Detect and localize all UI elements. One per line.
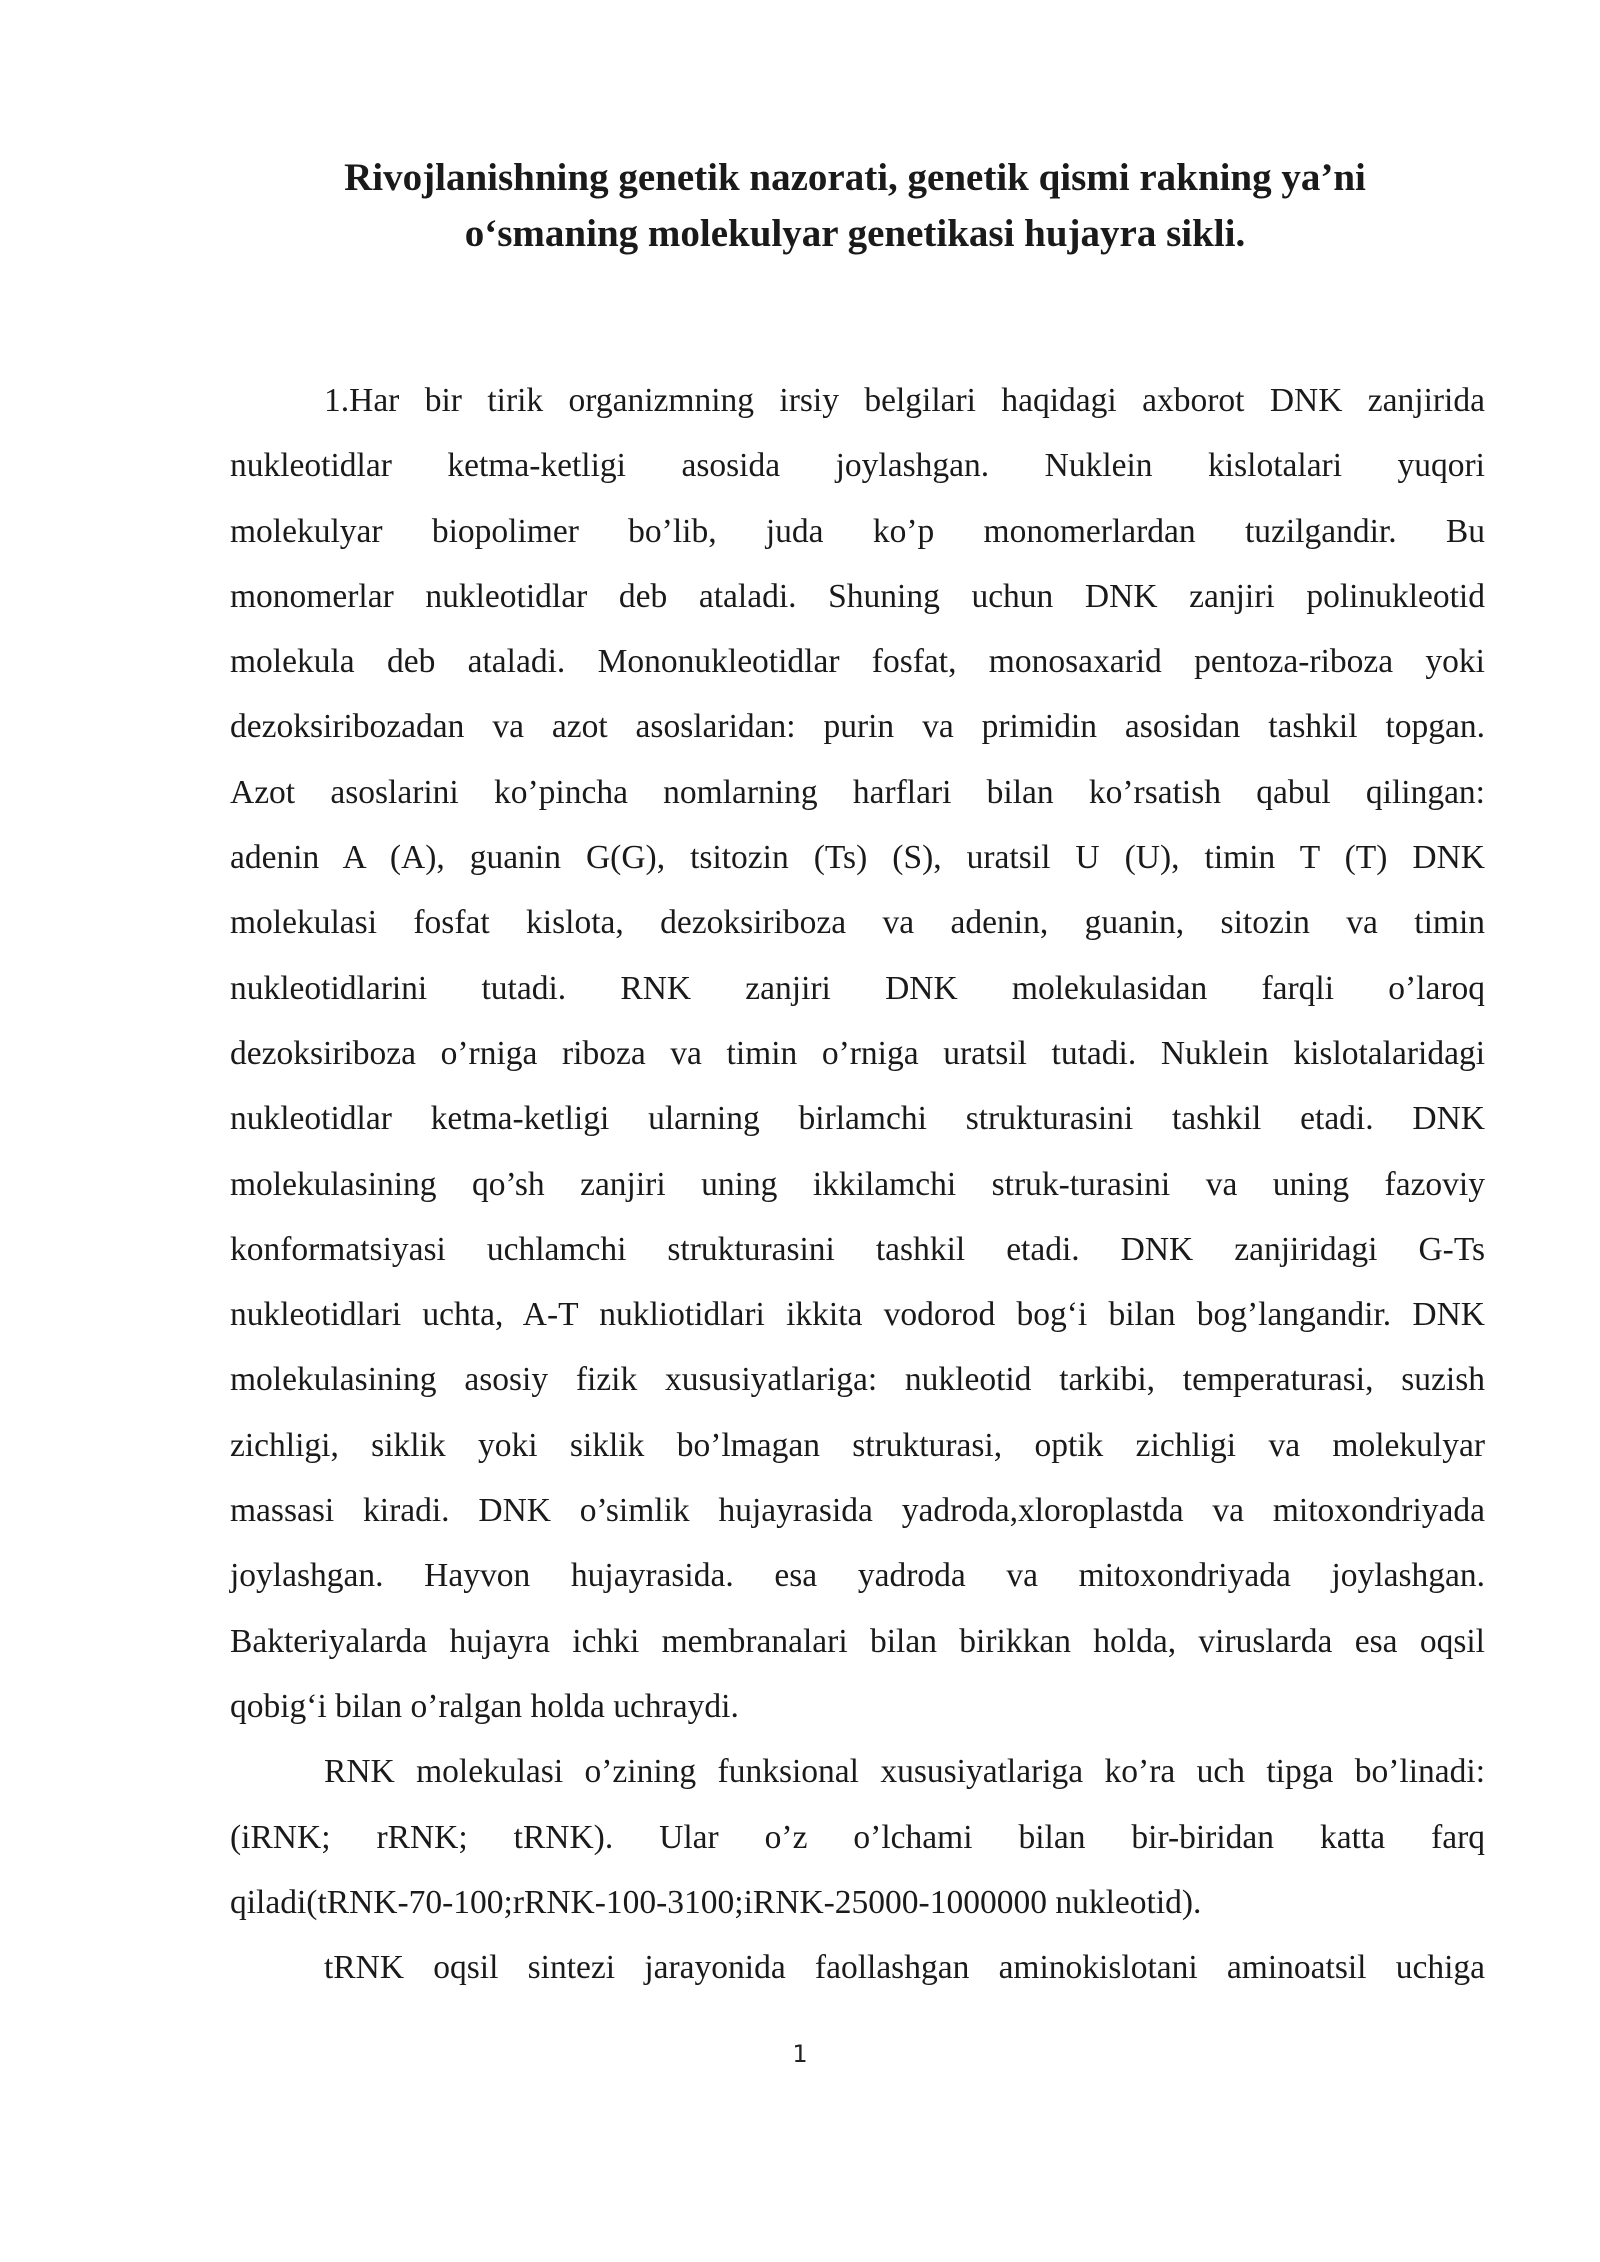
text-line: qiladi(tRNK-70-100;rRNK-100-3100;iRNK-25000-1000000 nukleotid).	[230, 1883, 1202, 1921]
text-line: qobig‘i bilan o’ralgan holda uchraydi.	[230, 1687, 739, 1725]
text-line: tRNK oqsil sintezi jarayonida faollashgan aminokislotani aminoatsil uchiga	[324, 1949, 1485, 1987]
text-line: dezoksiriboza o’rniga riboza va timin o’rniga uratsil tutadi. Nuklein kislotalaridagi	[230, 1034, 1485, 1072]
text-line: nukleotidlarini tutadi. RNK zanjiri DNK molekulasidan farqli o’laroq	[230, 969, 1485, 1007]
title-line-2: o‘smaning molekulyar genetikasi hujayra sikli.	[464, 212, 1246, 255]
title-line-1: Rivojlanishning genetik nazorati, genetik qismi rakning ya’ni	[344, 156, 1366, 199]
paragraph-1	[230, 368, 1485, 1739]
text-line: 1.Har bir tirik organizmning irsiy belgilari haqidagi axborot DNK zanjirida	[324, 382, 1485, 419]
text-line: RNK molekulasi o’zining funksional xususiyatlariga ko’ra uch tipga bo’linadi:	[324, 1753, 1485, 1791]
text-line: molekulyar biopolimer bo’lib, juda ko’p monomerlardan tuzilgandir. Bu	[230, 512, 1485, 550]
text-line: nukleotidlar ketma-ketligi ularning birlamchi strukturasini tashkil etadi. DNK	[230, 1100, 1485, 1138]
text-line: molekulasining asosiy fizik xususiyatlariga: nukleotid tarkibi, temperaturasi, suzish	[230, 1361, 1485, 1399]
text-line: monomerlar nukleotidlar deb ataladi. Shuning uchun DNK zanjiri polinukleotid	[230, 577, 1485, 615]
text-line: molekula deb ataladi. Mononukleotidlar fosfat, monosaxarid pentoza-riboza yoki	[230, 643, 1485, 681]
text-line: joylashgan. Hayvon hujayrasida. esa yadroda va mitoxondriyada joylashgan.	[230, 1557, 1485, 1595]
text-line: massasi kiradi. DNK o’simlik hujayrasida yadroda,xloroplastda va mitoxondriyada	[230, 1492, 1485, 1530]
text-line: nukleotidlar ketma-ketligi asosida joylashgan. Nuklein kislotalari yuqori	[230, 447, 1485, 485]
text-line: Azot asoslarini ko’pincha nomlarning harflari bilan ko’rsatish qabul qilingan:	[230, 773, 1485, 811]
paragraph-2	[230, 1739, 1485, 1935]
text-line: (iRNK; rRNK; tRNK). Ular o’z o’lchami bilan bir-biridan katta farq	[230, 1818, 1485, 1856]
document-body	[230, 368, 1485, 2000]
page-number: 1	[792, 2040, 808, 2068]
text-line: molekulasi fosfat kislota, dezoksiriboza va adenin, guanin, sitozin va timin	[230, 904, 1485, 942]
document-title	[230, 150, 1480, 262]
text-line: Bakteriyalarda hujayra ichki membranalari bilan birikkan holda, viruslarda esa oqsil	[230, 1622, 1485, 1660]
paragraph-3	[230, 1935, 1485, 2000]
text-line: dezoksiribozadan va azot asoslaridan: purin va primidin asosidan tashkil topgan.	[230, 708, 1485, 746]
text-line: konformatsiyasi uchlamchi strukturasini tashkil etadi. DNK zanjiridagi G-Ts	[230, 1230, 1485, 1268]
text-line: adenin A (A), guanin G(G), tsitozin (Ts) (S), uratsil U (U), timin T (T) DNK	[230, 839, 1485, 877]
text-line: molekulasining qo’sh zanjiri uning ikkilamchi struk-turasini va uning fazoviy	[230, 1165, 1485, 1203]
text-line: zichligi, siklik yoki siklik bo’lmagan strukturasi, optik zichligi va molekulyar	[230, 1426, 1485, 1464]
text-line: nukleotidlari uchta, A-T nukliotidlari ikkita vodorod bog‘i bilan bog’langandir. DNK	[230, 1296, 1485, 1334]
